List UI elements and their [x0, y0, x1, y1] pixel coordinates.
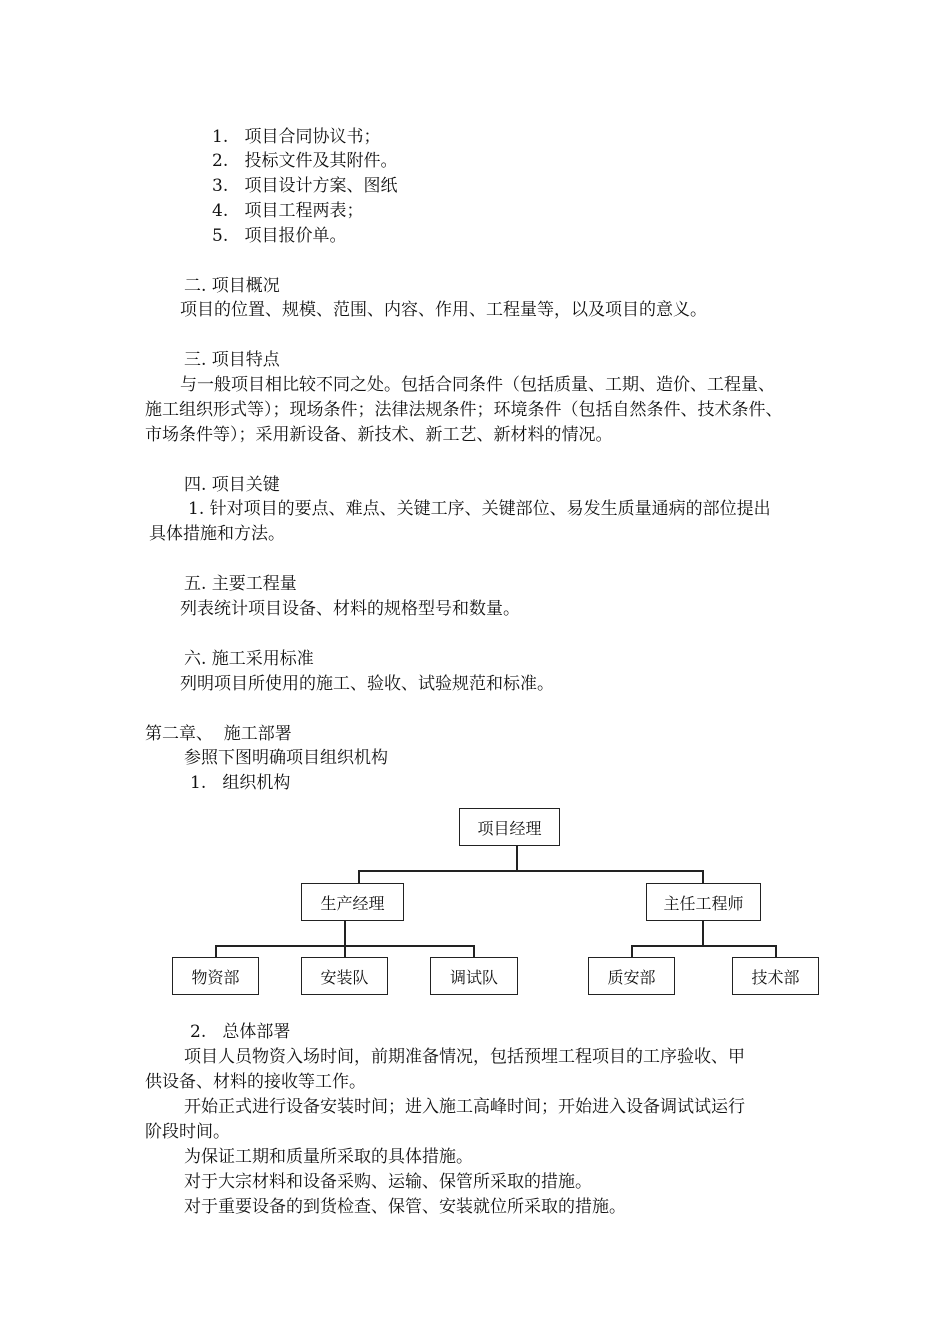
- section-body-line: 市场条件等）；采用新设备、新技术、新工艺、新材料的情况。: [145, 425, 613, 445]
- org-node-project-manager: 项目经理: [459, 808, 560, 846]
- section-body: 列表统计项目设备、材料的规格型号和数量。: [180, 599, 520, 619]
- chapter-title: 第二章、 施工部署: [145, 724, 292, 744]
- list-item: 4. 项目工程两表；: [212, 201, 364, 221]
- section-heading: 六. 施工采用标准: [184, 649, 314, 669]
- paragraph-line: 对于重要设备的到货检查、保管、安装就位所采取的措施。: [184, 1197, 626, 1217]
- list-item: 5. 项目报价单。: [212, 226, 347, 246]
- org-node-materials-dept: 物资部: [172, 957, 259, 995]
- org-node-production-manager: 生产经理: [301, 883, 404, 921]
- section-body-line: 与一般项目相比较不同之处。包括合同条件（包括质量、工期、造价、工程量、: [180, 375, 775, 395]
- paragraph-line: 为保证工期和质量所采取的具体措施。: [184, 1147, 473, 1167]
- section-body-line: 施工组织形式等）；现场条件；法律法规条件；环境条件（包括自然条件、技术条件、: [145, 400, 783, 420]
- section-heading: 二. 项目概况: [184, 276, 280, 296]
- connector: [516, 846, 518, 871]
- paragraph-line: 供设备、材料的接收等工作。: [145, 1072, 366, 1092]
- paragraph-line: 阶段时间。: [145, 1122, 230, 1142]
- chapter-intro: 参照下图明确项目组织机构: [184, 748, 388, 768]
- section-heading: 三. 项目特点: [184, 350, 280, 370]
- connector: [702, 870, 704, 884]
- org-node-installation-team: 安装队: [301, 957, 388, 995]
- section-body-line: 具体措施和方法。: [149, 524, 285, 544]
- section-body: 项目的位置、规模、范围、内容、作用、工程量等，以及项目的意义。: [180, 300, 707, 320]
- org-node-commissioning-team: 调试队: [430, 957, 518, 995]
- paragraph-line: 开始正式进行设备安装时间；进入施工高峰时间；开始进入设备调试试运行: [184, 1097, 745, 1117]
- section-heading: 四. 项目关键: [184, 475, 280, 495]
- subsection-title: 2. 总体部署: [190, 1022, 291, 1042]
- paragraph-line: 对于大宗材料和设备采购、运输、保管所采取的措施。: [184, 1172, 592, 1192]
- list-item: 2. 投标文件及其附件。: [212, 151, 398, 171]
- subsection-title: 1. 组织机构: [190, 773, 291, 793]
- section-heading: 五. 主要工程量: [184, 574, 297, 594]
- list-item: 1. 项目合同协议书；: [212, 127, 381, 147]
- connector: [344, 921, 346, 946]
- org-node-technical-dept: 技术部: [732, 957, 819, 995]
- section-body: 列明项目所使用的施工、验收、试验规范和标准。: [180, 674, 554, 694]
- paragraph-line: 项目人员物资入场时间，前期准备情况，包括预埋工程项目的工序验收、甲: [184, 1047, 745, 1067]
- org-node-chief-engineer: 主任工程师: [646, 883, 761, 921]
- connector: [358, 870, 360, 884]
- list-item: 3. 项目设计方案、图纸: [212, 176, 398, 196]
- connector: [702, 921, 704, 946]
- connector: [631, 945, 776, 947]
- org-node-quality-safety-dept: 质安部: [588, 957, 675, 995]
- connector: [358, 870, 703, 872]
- section-body-line: 1. 针对项目的要点、难点、关键工序、关键部位、易发生质量通病的部位提出: [188, 499, 771, 519]
